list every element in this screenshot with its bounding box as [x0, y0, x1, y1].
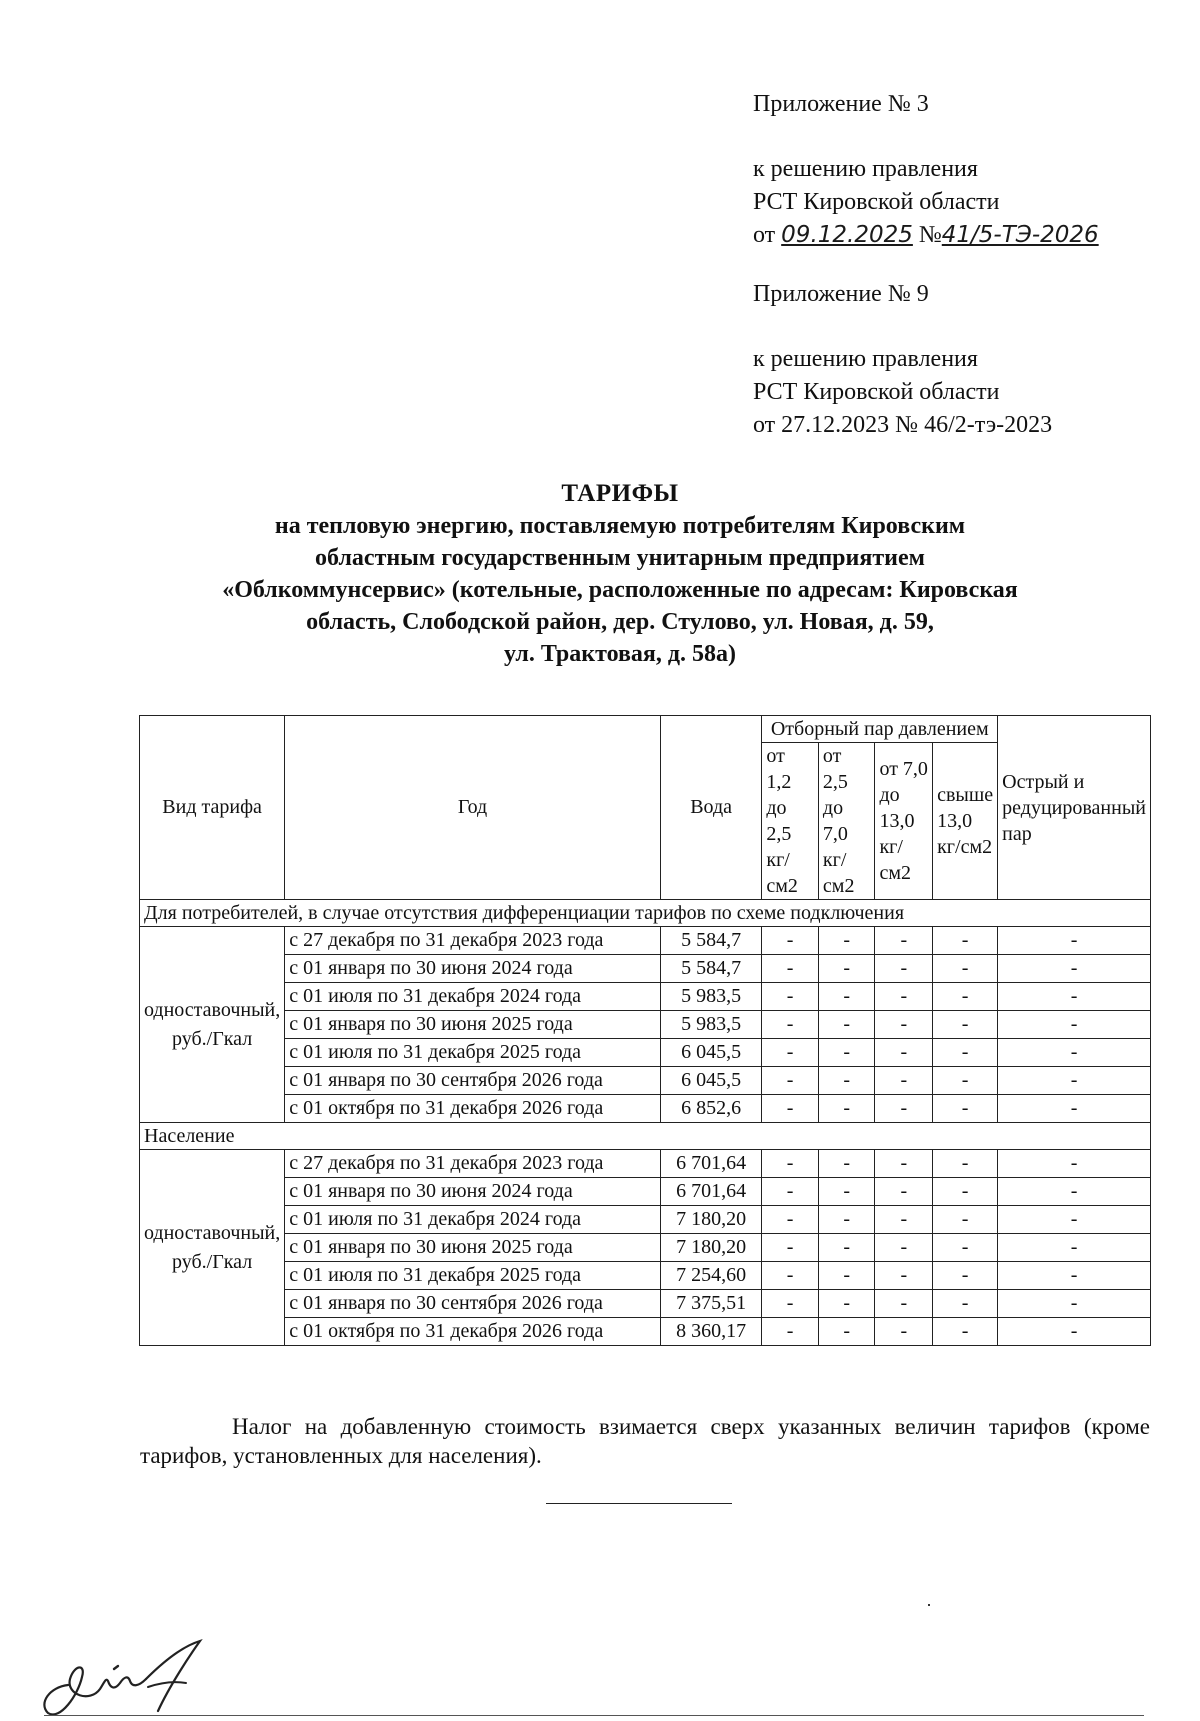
water-tariff-cell: 5 983,5: [660, 1011, 762, 1039]
water-tariff-cell: 7 180,20: [660, 1234, 762, 1262]
steam-sharp-cell: -: [998, 1067, 1151, 1095]
group-population-label: Население: [140, 1123, 1151, 1150]
group-consumers-label: Для потребителей, в случае отсутствия дифференциации тарифов по схеме подключения: [140, 900, 1151, 927]
steam-sharp-cell: -: [998, 1150, 1151, 1178]
header-pressure-above-13: свыше 13,0 кг/см2: [933, 743, 998, 900]
tariff-table: [139, 715, 1151, 1346]
water-tariff-cell: 8 360,17: [660, 1318, 762, 1346]
group-consumers: [140, 900, 1151, 1123]
annex-current-ref-line2: РСТ Кировской области: [753, 189, 1000, 215]
table-row: [140, 1150, 1151, 1178]
annex-amended-reference: [753, 343, 1052, 442]
steam-p2-cell: -: [818, 1262, 875, 1290]
period-cell: с 01 января по 30 сентября 2026 года: [285, 1290, 661, 1318]
table-row: [140, 955, 1151, 983]
steam-p4-cell: -: [933, 1067, 998, 1095]
steam-p3-cell: -: [875, 1318, 933, 1346]
table-row: [140, 1011, 1151, 1039]
steam-p2-cell: -: [818, 1290, 875, 1318]
steam-p2-cell: -: [818, 927, 875, 955]
steam-p4-cell: -: [933, 955, 998, 983]
water-tariff-cell: 6 045,5: [660, 1067, 762, 1095]
steam-p1-cell: -: [762, 1067, 819, 1095]
document-title-main: ТАРИФЫ: [561, 480, 679, 507]
steam-p3-cell: -: [875, 1011, 933, 1039]
steam-p3-cell: -: [875, 1290, 933, 1318]
water-tariff-cell: 5 584,7: [660, 955, 762, 983]
period-cell: с 01 января по 30 июня 2025 года: [285, 1234, 661, 1262]
steam-p2-cell: -: [818, 1234, 875, 1262]
period-cell: с 01 июля по 31 декабря 2024 года: [285, 1206, 661, 1234]
table-row: [140, 1095, 1151, 1123]
steam-p1-cell: -: [762, 1290, 819, 1318]
document-title: [120, 478, 1120, 670]
annex-current-ref-line1: к решению правления: [753, 156, 978, 182]
steam-p1-cell: -: [762, 1039, 819, 1067]
steam-p3-cell: -: [875, 983, 933, 1011]
steam-p4-cell: -: [933, 1206, 998, 1234]
annex-amended-ref-line3: от 27.12.2023 № 46/2-тэ-2023: [753, 412, 1053, 438]
steam-p1-cell: -: [762, 1262, 819, 1290]
steam-p4-cell: -: [933, 1318, 998, 1346]
steam-p2-cell: -: [818, 1150, 875, 1178]
annex-amended-title: [753, 278, 929, 311]
page-bottom-rule: [44, 1715, 1144, 1716]
table-row: [140, 1178, 1151, 1206]
header-steam-group: Отборный пар давлением: [762, 716, 998, 743]
period-cell: с 01 июля по 31 декабря 2025 года: [285, 1262, 661, 1290]
steam-sharp-cell: -: [998, 1262, 1151, 1290]
steam-p2-cell: -: [818, 1067, 875, 1095]
period-cell: с 27 декабря по 31 декабря 2023 года: [285, 1150, 661, 1178]
period-cell: с 01 октября по 31 декабря 2026 года: [285, 1095, 661, 1123]
steam-p3-cell: -: [875, 955, 933, 983]
header-tariff-type: Вид тарифа: [140, 716, 285, 900]
water-tariff-cell: 6 045,5: [660, 1039, 762, 1067]
annex-amended-ref-line1: к решению правления: [753, 346, 978, 372]
steam-p1-cell: -: [762, 955, 819, 983]
group-header-row: [140, 1123, 1151, 1150]
annex-current-title-text: Приложение № 3: [753, 91, 929, 117]
annex-current-title: [753, 88, 929, 121]
steam-p1-cell: -: [762, 1011, 819, 1039]
steam-p3-cell: -: [875, 927, 933, 955]
steam-p4-cell: -: [933, 927, 998, 955]
steam-p1-cell: -: [762, 1150, 819, 1178]
steam-p4-cell: -: [933, 1150, 998, 1178]
scan-speck: [928, 1604, 930, 1606]
table-row: [140, 1234, 1151, 1262]
water-tariff-cell: 7 180,20: [660, 1206, 762, 1234]
period-cell: с 01 января по 30 июня 2024 года: [285, 1178, 661, 1206]
table-row: [140, 927, 1151, 955]
steam-p1-cell: -: [762, 1206, 819, 1234]
header-water: Вода: [660, 716, 762, 900]
water-tariff-cell: 7 254,60: [660, 1262, 762, 1290]
water-tariff-cell: 5 983,5: [660, 983, 762, 1011]
steam-p4-cell: -: [933, 1095, 998, 1123]
steam-p3-cell: -: [875, 1039, 933, 1067]
water-tariff-cell: 7 375,51: [660, 1290, 762, 1318]
period-cell: с 01 января по 30 сентября 2026 года: [285, 1067, 661, 1095]
document-title-line5: ул. Трактовая, д. 58а): [503, 641, 737, 667]
period-cell: с 27 декабря по 31 декабря 2023 года: [285, 927, 661, 955]
steam-p2-cell: -: [818, 1095, 875, 1123]
table-row: [140, 983, 1151, 1011]
steam-p1-cell: -: [762, 1178, 819, 1206]
steam-p3-cell: -: [875, 1067, 933, 1095]
steam-sharp-cell: -: [998, 955, 1151, 983]
period-cell: с 01 июля по 31 декабря 2025 года: [285, 1039, 661, 1067]
steam-p4-cell: -: [933, 1262, 998, 1290]
annex-current-number-handwritten: 41/5-ТЭ-2026: [941, 222, 1099, 248]
steam-p2-cell: -: [818, 983, 875, 1011]
vat-footnote: Налог на добавленную стоимость взимается сверх указанных величин тарифов (кроме тарифов, установленных для населения).: [140, 1414, 1150, 1468]
header-sharp-steam: Острый и редуцированный пар: [998, 716, 1151, 900]
steam-p2-cell: -: [818, 1318, 875, 1346]
steam-p1-cell: -: [762, 1318, 819, 1346]
header-pressure-1-2-5: от 1,2 до 2,5 кг/см2: [762, 743, 819, 900]
table-header-row: [140, 716, 1151, 743]
period-cell: с 01 января по 30 июня 2024 года: [285, 955, 661, 983]
annex-current-from-prefix: от: [753, 222, 782, 248]
steam-p2-cell: -: [818, 1039, 875, 1067]
tariff-type-cell: одноставочный, руб./Гкал: [140, 927, 285, 1123]
water-tariff-cell: 6 701,64: [660, 1178, 762, 1206]
steam-sharp-cell: -: [998, 1011, 1151, 1039]
steam-p3-cell: -: [875, 1150, 933, 1178]
period-cell: с 01 января по 30 июня 2025 года: [285, 1011, 661, 1039]
document-title-line2: областным государственным унитарным предприятием: [315, 545, 925, 571]
steam-sharp-cell: -: [998, 1178, 1151, 1206]
steam-p3-cell: -: [875, 1095, 933, 1123]
steam-p1-cell: -: [762, 927, 819, 955]
steam-p2-cell: -: [818, 1178, 875, 1206]
water-tariff-cell: 5 584,7: [660, 927, 762, 955]
steam-p1-cell: -: [762, 983, 819, 1011]
steam-p4-cell: -: [933, 983, 998, 1011]
header-year: Год: [285, 716, 661, 900]
steam-sharp-cell: -: [998, 983, 1151, 1011]
document-title-line1: на тепловую энергию, поставляемую потребителям Кировским: [274, 513, 966, 539]
annex-amended-ref-line2: РСТ Кировской области: [753, 379, 1000, 405]
period-cell: с 01 октября по 31 декабря 2026 года: [285, 1318, 661, 1346]
annex-current-number-sign: №: [918, 222, 942, 248]
steam-sharp-cell: -: [998, 927, 1151, 955]
steam-p3-cell: -: [875, 1178, 933, 1206]
steam-p4-cell: -: [933, 1290, 998, 1318]
steam-p1-cell: -: [762, 1234, 819, 1262]
table-row: [140, 1039, 1151, 1067]
table-row: [140, 1206, 1151, 1234]
steam-p4-cell: -: [933, 1011, 998, 1039]
water-tariff-cell: 6 852,6: [660, 1095, 762, 1123]
steam-sharp-cell: -: [998, 1095, 1151, 1123]
annex-amended-title-text: Приложение № 9: [753, 281, 929, 307]
annex-current-ref-line3: [753, 219, 1099, 252]
steam-p2-cell: -: [818, 955, 875, 983]
table-row: [140, 1067, 1151, 1095]
signature-scribble: [30, 1625, 270, 1720]
document-title-line3: «Облкоммунсервис» (котельные, расположенные по адресам: Кировская: [222, 577, 1018, 603]
steam-sharp-cell: -: [998, 1039, 1151, 1067]
steam-p3-cell: -: [875, 1206, 933, 1234]
table-row: [140, 1290, 1151, 1318]
tariff-type-cell: одноставочный, руб./Гкал: [140, 1150, 285, 1346]
steam-p4-cell: -: [933, 1039, 998, 1067]
steam-p2-cell: -: [818, 1011, 875, 1039]
group-header-row: [140, 900, 1151, 927]
header-pressure-2-5-7: от 2,5 до 7,0 кг/см2: [818, 743, 875, 900]
document-title-line4: область, Слободской район, дер. Стулово, ул. Новая, д. 59,: [306, 609, 934, 635]
steam-p4-cell: -: [933, 1178, 998, 1206]
steam-sharp-cell: -: [998, 1290, 1151, 1318]
steam-sharp-cell: -: [998, 1234, 1151, 1262]
annex-current-date-handwritten: 09.12.2025: [781, 222, 913, 248]
annex-current-reference: [753, 153, 1099, 252]
header-pressure-7-13: от 7,0 до 13,0 кг/см2: [875, 743, 933, 900]
table-row: [140, 1318, 1151, 1346]
period-cell: с 01 июля по 31 декабря 2024 года: [285, 983, 661, 1011]
steam-p3-cell: -: [875, 1234, 933, 1262]
steam-p3-cell: -: [875, 1262, 933, 1290]
steam-sharp-cell: -: [998, 1206, 1151, 1234]
closing-rule: [546, 1503, 732, 1504]
group-population: [140, 1123, 1151, 1346]
steam-p2-cell: -: [818, 1206, 875, 1234]
steam-p1-cell: -: [762, 1095, 819, 1123]
water-tariff-cell: 6 701,64: [660, 1150, 762, 1178]
steam-sharp-cell: -: [998, 1318, 1151, 1346]
steam-p4-cell: -: [933, 1234, 998, 1262]
table-row: [140, 1262, 1151, 1290]
